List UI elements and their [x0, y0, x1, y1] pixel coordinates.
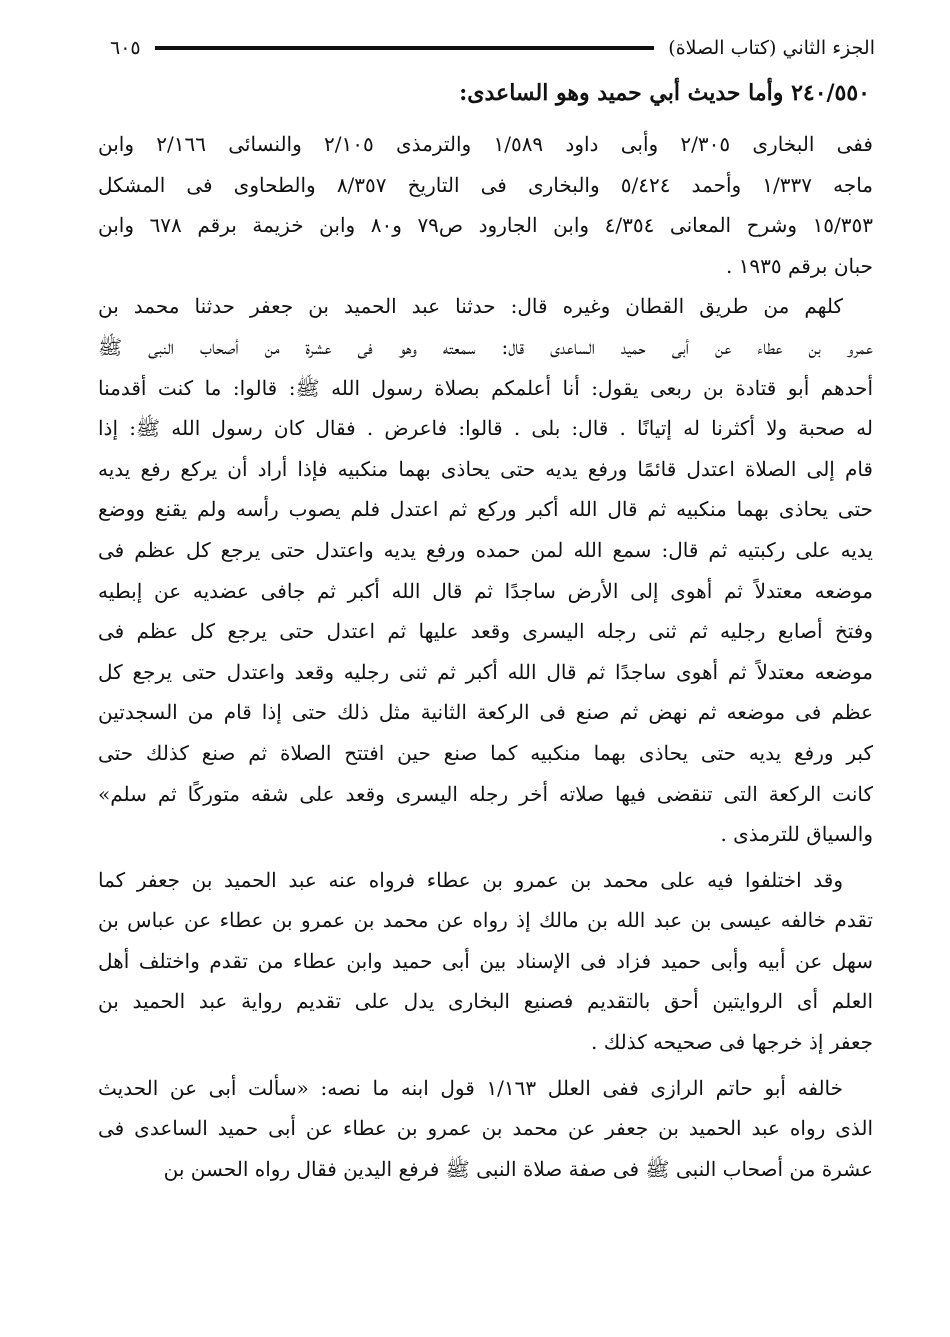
- text-line: كلهم من طريق القطان وغيره قال: حدثنا عبد الحميد بن جعفر حدثنا محمد بن: [98, 294, 843, 319]
- text-line: وقد اختلفوا فيه على محمد بن عمرو بن عطاء فرواه عنه عبد الحميد بن جعفر كما: [98, 867, 843, 892]
- text-line: العلم أى الروايتين أحق بالتقديم فصنيع البخارى يدل على تقديم رواية عبد الحميد بن: [98, 989, 873, 1014]
- paragraph: [98, 1068, 873, 1190]
- text-line: جعفر إذ خرجها فى صحيحه كذلك .: [591, 1030, 873, 1055]
- text-line: كانت الركعة التى تنقضى فيها صلاته أخر رجله اليسرى وقعد على شقه متوركًا ثم سلم»: [98, 781, 873, 806]
- text-line: عشرة من أصحاب النبى ﷺ فى صفة صلاة النبى ﷺ فرفع اليدين فقال رواه الحسن بن: [163, 1156, 873, 1181]
- text-line: تقدم خالفه عيسى بن عبد الله بن مالك إذ رواه عن محمد بن عمرو بن عطاء عن عباس بن: [98, 908, 873, 933]
- text-line: خالفه أبو حاتم الرازى ففى العلل ١/١٦٣ قول ابنه ما نصه: «سألت أبى عن الحديث: [98, 1075, 843, 1100]
- text-line: ففى البخارى ٢/٣٠٥ وأبى داود ١/٥٨٩ والترمذى ٢/١٠٥ والنسائى ٢/١٦٦ وابن: [98, 132, 873, 156]
- header-title: الجزء الثاني (كتاب الصلاة): [668, 37, 875, 59]
- text-line: موضعه معتدلاً ثم أهوى ساجدًا ثم قال الله أكبر ثم ثنى رجليه وقعد واعتدل حتى يرجع كل: [98, 659, 873, 684]
- text-line: سهل عن أبيه وأبى حميد فزاد فى الإسناد بين أبى حميد وابن عطاء من تقدم واختلف أهل: [98, 948, 873, 973]
- paragraph: [98, 124, 873, 286]
- text-line: كبر ورفع يديه حتى يحاذى بهما منكبيه كما صنع حين افتتح الصلاة ثم صنع كذلك حتى: [98, 740, 873, 765]
- text-line: والسياق للترمذى .: [720, 822, 873, 847]
- text-line: ١٥/٣٥٣ وشرح المعانى ٤/٣٥٤ وابن الجارود ص٧٩ و٨٠ وابن خزيمة برقم ٦٧٨ وابن: [98, 213, 873, 238]
- text-line: عظم فى موضعه ثم نهض ثم صنع فى الركعة الثانية مثل ذلك حتى إذا قام من السجدتين: [98, 700, 873, 725]
- text-line: حبان برقم ١٩٣٥ .: [725, 253, 873, 278]
- text-line: قام إلى الصلاة اعتدل قائمًا ورفع يديه حتى يحاذى بهما منكبيه فإذا أراد أن يركع رفع يديه: [98, 456, 873, 481]
- paragraph: [98, 286, 873, 854]
- header-rule: [155, 46, 655, 50]
- text-line: موضعه معتدلاً ثم أهوى إلى الأرض ساجدًا ثم قال الله أكبر ثم جافى عضديه عن إبطيه: [98, 578, 873, 603]
- running-header: [110, 30, 875, 66]
- text-line: الذى رواه عبد الحميد بن جعفر عن محمد بن عمرو بن عطاء عن أبى حميد الساعدى فى: [98, 1116, 873, 1141]
- text-line: له صحبة ولا أكثرنا له إتيانًا . قال: بلى . قالوا: فاعرض . فقال كان رسول الله ﷺ: إذا: [98, 416, 873, 441]
- section-heading: ٢٤٠/٥٥٠ وأما حديث أبي حميد وهو الساعدى:: [459, 80, 870, 106]
- page-number: ٦٠٥: [110, 37, 141, 59]
- paragraph: [98, 860, 873, 1063]
- text-line: يديه على ركبتيه ثم قال: سمع الله لمن حمده ورفع يديه واعتدل حتى يرجع كل عظم فى: [98, 537, 873, 562]
- page-body: [98, 124, 873, 1189]
- text-line: ماجه ١/٣٣٧ وأحمد ٥/٤٢٤ والبخارى فى التاريخ ٨/٣٥٧ والطحاوى فى المشكل: [98, 172, 873, 197]
- text-line: عمرو بن عطاء عن أبى حميد الساعدى قال: سمعته وهو فى عشرة من أصحاب النبى ﷺ: [98, 334, 873, 359]
- text-line: أحدهم أبو قتادة بن ربعى يقول: أنا أعلمكم بصلاة رسول الله ﷺ: قالوا: ما كنت أقدمنا: [98, 375, 873, 400]
- text-line: حتى يحاذى بهما منكبيه ثم قال الله أكبر وركع ثم اعتدل فلم يصوب رأسه ولم يقنع ووضع: [98, 497, 873, 522]
- text-line: وفتخ أصابع رجليه ثم ثنى رجله اليسرى وقعد عليها ثم اعتدل حتى يرجع كل عظم فى: [98, 619, 873, 644]
